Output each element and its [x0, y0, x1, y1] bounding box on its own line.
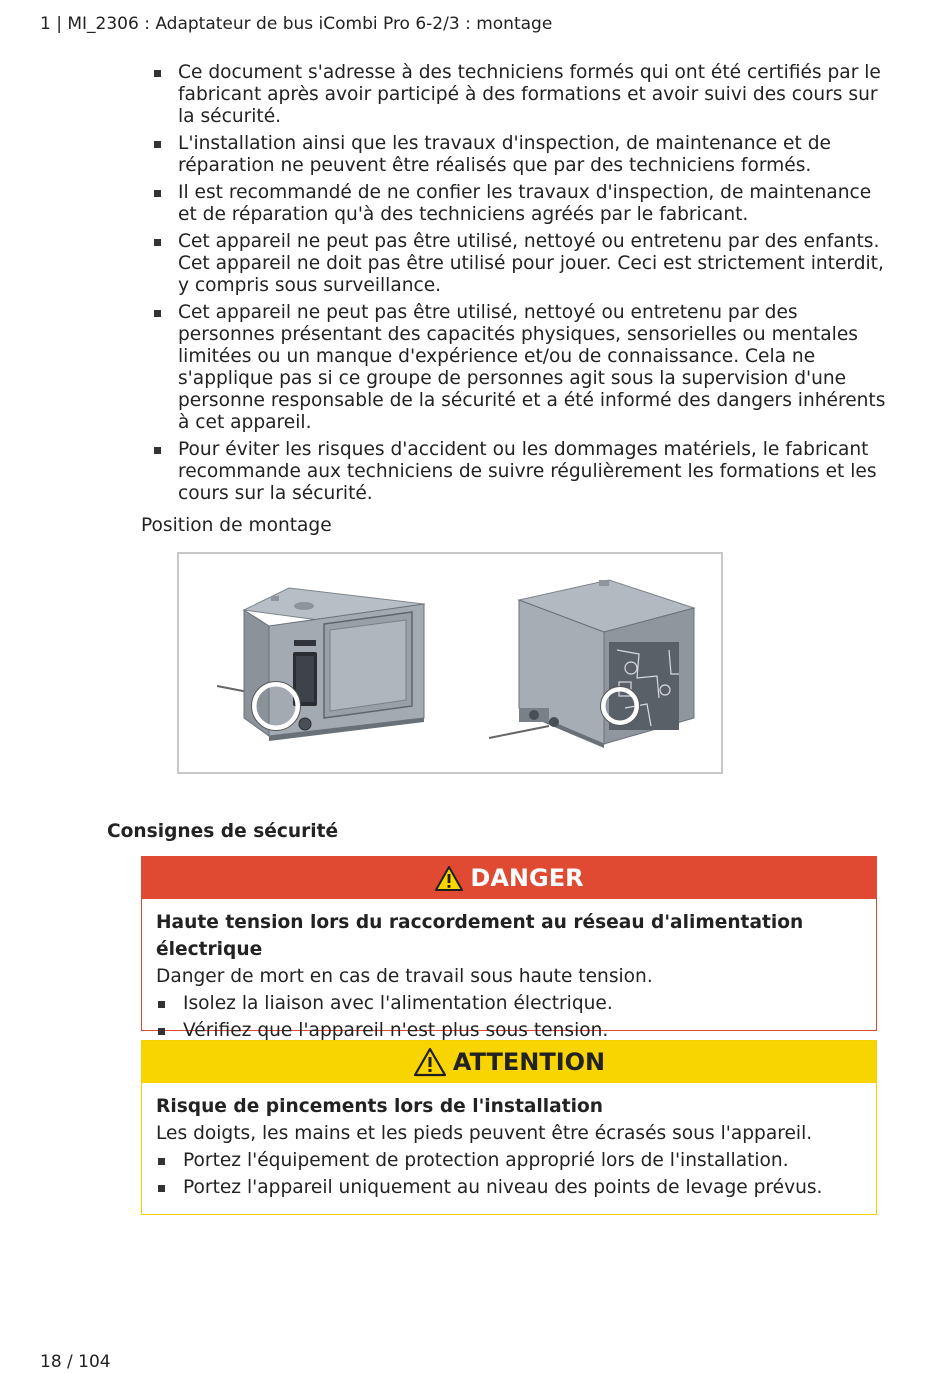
attention-actions-list — [156, 1147, 862, 1201]
list-item: L'installation ainsi que les travaux d'inspection, de maintenance et de réparation ne peuvent être réalisés que par des techniciens formés. — [152, 133, 887, 177]
attention-heading: Risque de pincements lors de l'installation — [156, 1096, 603, 1117]
list-item: Portez l'équipement de protection approprié lors de l'installation. — [156, 1147, 862, 1174]
document-header: 1 | MI_2306 : Adaptateur de bus iCombi Pro 6-2/3 : montage — [40, 14, 553, 34]
attention-banner — [142, 1041, 876, 1083]
list-item: Ce document s'adresse à des techniciens formés qui ont été certifiés par le fabricant après avoir participé à des formations et avoir suivi des cours sur la sécurité. — [152, 62, 887, 128]
list-item: Portez l'appareil uniquement au niveau des points de levage prévus. — [156, 1174, 862, 1201]
attention-text: Les doigts, les mains et les pieds peuvent être écrasés sous l'appareil. — [156, 1123, 813, 1144]
list-item: Il est recommandé de ne confier les travaux d'inspection, de maintenance et de réparation qu'à des techniciens agréés par le fabricant. — [152, 182, 887, 226]
warning-triangle-icon — [434, 865, 464, 892]
list-item: Cet appareil ne peut pas être utilisé, nettoyé ou entretenu par des enfants. Cet appareil ne doit pas être utilisé pour jouer. Ceci est strictement interdit, y compris sous surveillance. — [152, 231, 887, 297]
attention-label: ATTENTION — [452, 1048, 606, 1076]
danger-heading: Haute tension lors du raccordement au réseau d'alimentation électrique — [156, 912, 804, 960]
safety-section-title: Consignes de sécurité — [107, 821, 339, 842]
danger-label: DANGER — [470, 864, 584, 892]
mounting-position-label: Position de montage — [141, 515, 332, 536]
danger-actions-list — [156, 990, 862, 1044]
mounting-figure — [177, 552, 723, 774]
page-number: 18 / 104 — [40, 1352, 111, 1372]
intro-list — [152, 62, 887, 510]
list-item: Isolez la liaison avec l'alimentation électrique. — [156, 990, 862, 1017]
list-item: Pour éviter les risques d'accident ou les dommages matériels, le fabricant recommande aux techniciens de suivre régulièrement les formations et les cours sur la sécurité. — [152, 439, 887, 505]
danger-banner — [142, 857, 876, 899]
list-item: Vérifiez que l'appareil n'est plus sous tension. — [156, 1017, 862, 1044]
danger-text: Danger de mort en cas de travail sous haute tension. — [156, 966, 653, 987]
danger-notice — [141, 856, 877, 1041]
list-item: Cet appareil ne peut pas être utilisé, nettoyé ou entretenu par des personnes présentant des capacités physiques, sensorielles ou mentales limitées ou un manque d'expérience et/ou de connaissance. Cela ne s'applique pas si ce groupe de personnes agit sous la supervision d'une personne responsable de la sécurité et a été informé des dangers inhérents à cet appareil. — [152, 302, 887, 434]
oven-front-illustration — [199, 558, 459, 768]
warning-triangle-icon — [413, 1047, 447, 1077]
oven-rear-illustration — [479, 558, 709, 768]
attention-notice — [141, 1040, 877, 1215]
